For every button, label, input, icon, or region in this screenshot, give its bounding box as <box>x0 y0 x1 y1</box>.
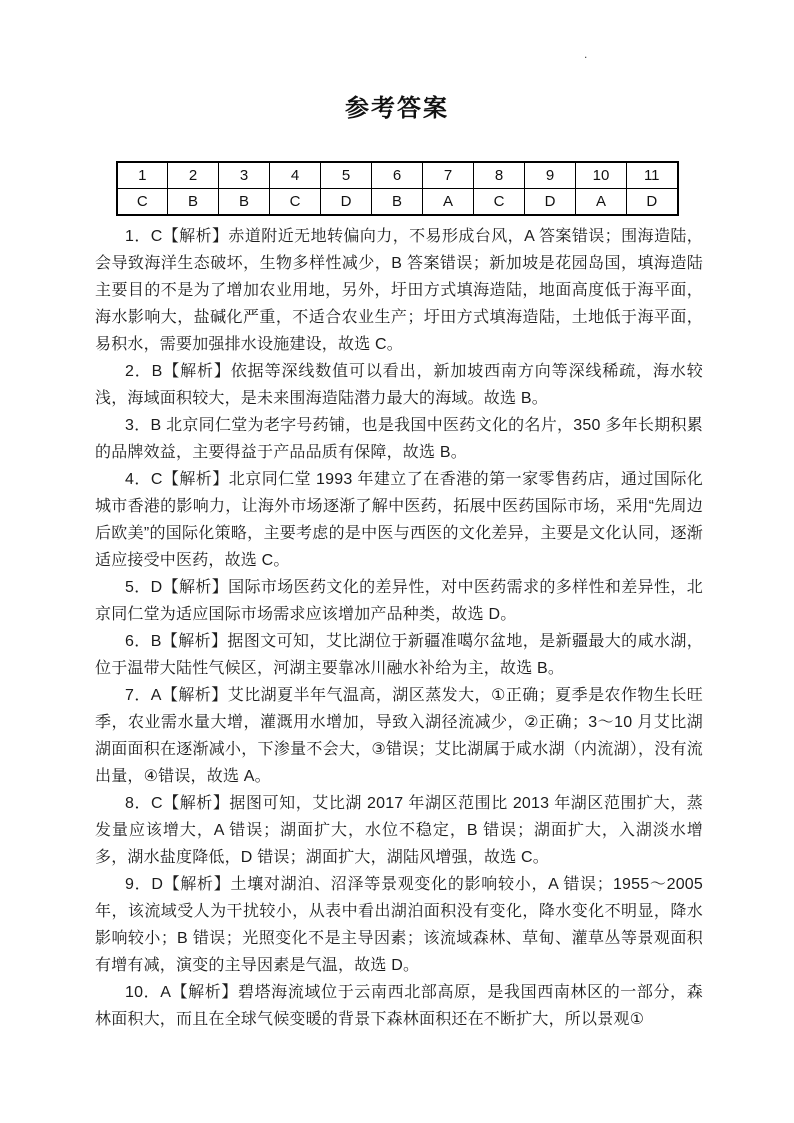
answer-key-table-container <box>0 161 794 216</box>
question-number-cell: 4 <box>270 162 321 189</box>
question-number-cell: 9 <box>525 162 576 189</box>
question-number-cell: 10 <box>576 162 627 189</box>
answer-key-table <box>116 161 679 216</box>
answer-letter-cell: C <box>270 189 321 216</box>
explanation-paragraph-7: 7．A【解析】艾比湖夏半年气温高，湖区蒸发大，①正确；夏季是农作物生长旺季，农业需水量大增，灌溉用水增加，导致入湖径流减少，②正确；3～10 月艾比湖湖面面积在逐渐减小，下渗量不会大，③错误；艾比湖属于咸水湖（内流湖），没有流出量，④错误，故选 A。 <box>95 687 703 785</box>
explanation-paragraph-9: 9．D【解析】土壤对湖泊、沼泽等景观变化的影响较小，A 错误；1955～2005 年，该流域受人为干扰较小，从表中看出湖泊面积没有变化，降水变化不明显，降水影响较小；B 错误；光照变化不是主导因素；该流域森林、草甸、灌草丛等景观面积有增有减，演变的主导因素是气温，故选 D。 <box>95 876 703 974</box>
question-number-cell: 7 <box>423 162 474 189</box>
question-number-cell: 1 <box>117 162 168 189</box>
question-number-cell: 2 <box>168 162 219 189</box>
explanation-paragraph-8: 8．C【解析】据图可知，艾比湖 2017 年湖区范围比 2013 年湖区范围扩大，蒸发量应该增大，A 错误；湖面扩大，水位不稳定，B 错误；湖面扩大，入湖淡水增多，湖水盐度降低，D 错误；湖面扩大，湖陆风增强，故选 C。 <box>95 795 703 866</box>
answer-letter-cell: C <box>474 189 525 216</box>
explanation-paragraph-4: 4．C【解析】北京同仁堂 1993 年建立了在香港的第一家零售药店，通过国际化城市香港的影响力，让海外市场逐渐了解中医药，拓展中医药国际市场，采用“先周边后欧美”的国际化策略，主要考虑的是中医与西医的文化差异，主要是文化认同，逐渐适应接受中医药，故选 C。 <box>95 471 703 569</box>
answer-letter-cell: C <box>117 189 168 216</box>
explanation-paragraph-6: 6．B【解析】据图文可知，艾比湖位于新疆准噶尔盆地，是新疆最大的咸水湖，位于温带大陆性气候区，河湖主要靠冰川融水补给为主，故选 B。 <box>95 633 703 677</box>
explanation-paragraph-10: 10．A【解析】碧塔海流域位于云南西北部高原，是我国西南林区的一部分，森林面积大，而且在全球气候变暖的背景下森林面积还在不断扩大，所以景观① <box>95 984 703 1028</box>
question-number-row <box>117 162 678 189</box>
explanation-paragraph-5: 5．D【解析】国际市场医药文化的差异性，对中医药需求的多样性和差异性，北京同仁堂为适应国际市场需求应该增加产品种类，故选 D。 <box>95 579 703 623</box>
page-title: 参考答案 <box>345 95 449 122</box>
answer-letter-cell: B <box>168 189 219 216</box>
answer-letter-cell: D <box>525 189 576 216</box>
answer-letter-cell: B <box>219 189 270 216</box>
answer-letter-cell: D <box>627 189 678 216</box>
answer-letter-cell: A <box>576 189 627 216</box>
question-number-cell: 3 <box>219 162 270 189</box>
question-number-cell: 5 <box>321 162 372 189</box>
answer-letter-row <box>117 189 678 216</box>
explanation-paragraph-3: 3．B 北京同仁堂为老字号药铺，也是我国中医药文化的名片，350 多年长期积累的品牌效益，主要得益于产品品质有保障，故选 B。 <box>95 417 703 461</box>
explanation-paragraph-2: 2．B【解析】依据等深线数值可以看出，新加坡西南方向等深线稀疏，海水较浅，海域面积较大，是未来围海造陆潜力最大的海域。故选 B。 <box>95 363 703 407</box>
explanations-section <box>95 223 703 1033</box>
question-number-cell: 11 <box>627 162 678 189</box>
question-number-cell: 6 <box>372 162 423 189</box>
answer-letter-cell: A <box>423 189 474 216</box>
stray-dot-mark: . <box>584 47 588 61</box>
answer-letter-cell: D <box>321 189 372 216</box>
explanation-paragraph-1: 1．C【解析】赤道附近无地转偏向力，不易形成台风，A 答案错误；围海造陆，会导致海洋生态破坏，生物多样性减少，B 答案错误；新加坡是花园岛国，填海造陆主要目的不是为了增加农业用地，另外，圩田方式填海造陆，地面高度低于海平面，海水影响大，盐碱化严重，不适合农业生产；圩田方式填海造陆，土地低于海平面，易积水，需要加强排水设施建设，故选 C。 <box>95 228 703 353</box>
question-number-cell: 8 <box>474 162 525 189</box>
answer-letter-cell: B <box>372 189 423 216</box>
